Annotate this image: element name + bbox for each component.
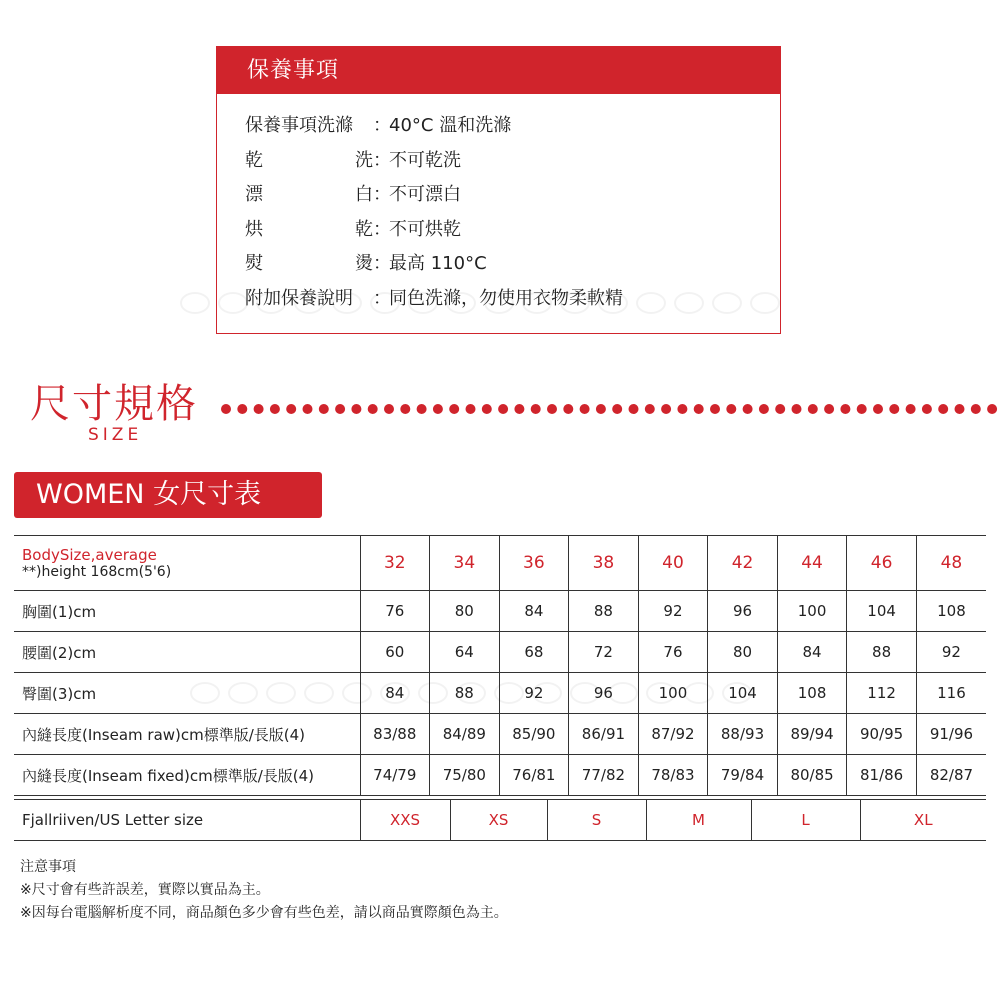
care-label <box>245 180 373 206</box>
notes <box>20 856 508 925</box>
table-cell: 80/85 <box>777 755 847 796</box>
size-header: 38 <box>569 536 639 591</box>
letter-size-table <box>14 799 986 841</box>
care-label-char: 乾 <box>245 149 263 171</box>
divider-dot <box>612 404 622 414</box>
divider-dot <box>449 404 459 414</box>
care-label <box>245 249 373 275</box>
divider-dot <box>596 404 606 414</box>
divider-dot <box>645 404 655 414</box>
table-cell: 74/79 <box>360 755 430 796</box>
table-cell: 89/94 <box>777 714 847 755</box>
divider-dot <box>857 404 867 414</box>
watermark-pattern <box>180 292 780 314</box>
care-label-char: 燙 <box>355 253 373 275</box>
table-cell: 64 <box>430 632 500 673</box>
care-label <box>245 111 373 137</box>
divider-dot <box>629 404 639 414</box>
care-value: 不可乾洗 <box>389 149 461 171</box>
divider-dot <box>873 404 883 414</box>
care-label-char: 乾 <box>355 218 373 240</box>
letter-size-cell: XL <box>860 800 986 841</box>
table-cell: 92 <box>916 632 986 673</box>
table-cell: 75/80 <box>430 755 500 796</box>
table-cell: 84/89 <box>430 714 500 755</box>
letter-size-cell: XS <box>450 800 547 841</box>
table-cell: 88 <box>847 632 917 673</box>
care-value: 40°C 溫和洗滌 <box>389 115 512 137</box>
table-cell: 88 <box>569 591 639 632</box>
table-row-waist <box>14 632 986 673</box>
dotted-divider <box>220 403 1000 415</box>
row-label: 內縫長度(Inseam raw)cm標準版/長版(4) <box>14 714 360 755</box>
table-header-label <box>14 536 360 591</box>
care-value: 同色洗滌，勿使用衣物柔軟精 <box>389 287 623 309</box>
divider-dot <box>531 404 541 414</box>
care-value: 最高 110°C <box>389 253 487 275</box>
table-cell: 88/93 <box>708 714 778 755</box>
table-cell: 80 <box>708 632 778 673</box>
divider-dot <box>498 404 508 414</box>
divider-dot <box>824 404 834 414</box>
table-cell: 76/81 <box>499 755 569 796</box>
table-cell: 112 <box>847 673 917 714</box>
size-table <box>14 535 986 796</box>
size-header: 48 <box>916 536 986 591</box>
care-colon: ： <box>373 115 391 137</box>
size-header: 46 <box>847 536 917 591</box>
care-label-char: 漂 <box>245 184 263 206</box>
divider-dot <box>254 404 264 414</box>
size-header: 40 <box>638 536 708 591</box>
table-cell: 104 <box>708 673 778 714</box>
divider-dot <box>351 404 361 414</box>
divider-dot <box>938 404 948 414</box>
size-header: 32 <box>360 536 430 591</box>
care-label-text: 附加保養說明 <box>245 287 353 309</box>
divider-dot <box>237 404 247 414</box>
table-cell: 79/84 <box>708 755 778 796</box>
table-header-row <box>14 536 986 591</box>
divider-dot <box>514 404 524 414</box>
table-cell: 86/91 <box>569 714 639 755</box>
table-cell: 76 <box>638 632 708 673</box>
divider-dot <box>368 404 378 414</box>
size-header: 42 <box>708 536 778 591</box>
notes-title: 注意事項 <box>20 859 76 875</box>
care-colon: ： <box>373 253 391 275</box>
table-cell: 72 <box>569 632 639 673</box>
table-cell: 83/88 <box>360 714 430 755</box>
row-label: Fjallriiven/US Letter size <box>14 800 360 841</box>
header-line-2: **)height 168cm(5'6) <box>22 564 172 580</box>
care-box <box>216 46 781 334</box>
divider-dot <box>303 404 313 414</box>
divider-dot <box>906 404 916 414</box>
divider-dot <box>955 404 965 414</box>
divider-dot <box>417 404 427 414</box>
row-label: 內縫長度(Inseam fixed)cm標準版/長版(4) <box>14 755 360 796</box>
divider-dot <box>889 404 899 414</box>
care-value: 不可烘乾 <box>389 218 461 240</box>
table-row-chest <box>14 591 986 632</box>
section-subtitle: SIZE <box>88 425 143 445</box>
table-cell: 91/96 <box>916 714 986 755</box>
care-row-iron <box>245 245 623 280</box>
size-header: 44 <box>777 536 847 591</box>
care-value: 不可漂白 <box>389 184 461 206</box>
table-cell: 85/90 <box>499 714 569 755</box>
table-cell: 77/82 <box>569 755 639 796</box>
care-label-text: 保養事項洗滌 <box>245 115 353 137</box>
table-cell: 108 <box>777 673 847 714</box>
divider-dot <box>677 404 687 414</box>
care-rows <box>245 107 623 314</box>
divider-dot <box>775 404 785 414</box>
row-label: 臀圍(3)cm <box>14 673 360 714</box>
care-label-char: 白 <box>355 184 373 206</box>
divider-dot <box>710 404 720 414</box>
divider-dot <box>743 404 753 414</box>
divider-dot <box>808 404 818 414</box>
table-cell: 96 <box>708 591 778 632</box>
divider-dot <box>400 404 410 414</box>
divider-dot <box>759 404 769 414</box>
divider-dot <box>286 404 296 414</box>
table-cell: 100 <box>638 673 708 714</box>
care-row-tumble-dry <box>245 211 623 246</box>
divider-dot <box>840 404 850 414</box>
letter-size-cell: L <box>751 800 860 841</box>
letter-size-row <box>14 800 986 841</box>
divider-dot <box>726 404 736 414</box>
care-label <box>245 146 373 172</box>
divider-dot <box>792 404 802 414</box>
divider-dot <box>694 404 704 414</box>
care-colon: ： <box>373 184 391 206</box>
care-colon: ： <box>373 218 391 240</box>
divider-dot <box>547 404 557 414</box>
care-title: 保養事項 <box>217 47 780 94</box>
size-header: 36 <box>499 536 569 591</box>
table-cell: 108 <box>916 591 986 632</box>
table-cell: 116 <box>916 673 986 714</box>
divider-dot <box>971 404 981 414</box>
table-cell: 90/95 <box>847 714 917 755</box>
table-cell: 92 <box>638 591 708 632</box>
divider-dot <box>987 404 997 414</box>
table-cell: 104 <box>847 591 917 632</box>
size-header: 34 <box>430 536 500 591</box>
care-row-wash <box>245 107 623 142</box>
table-row-inseam-raw <box>14 714 986 755</box>
table-cell: 68 <box>499 632 569 673</box>
table-cell: 84 <box>777 632 847 673</box>
divider-dot <box>221 404 231 414</box>
table-cell: 92 <box>499 673 569 714</box>
care-colon: ： <box>373 149 391 171</box>
table-cell: 76 <box>360 591 430 632</box>
table-cell: 87/92 <box>638 714 708 755</box>
divider-dot <box>482 404 492 414</box>
table-cell: 80 <box>430 591 500 632</box>
divider-dot <box>319 404 329 414</box>
header-line-1: BodySize,average <box>22 546 157 564</box>
care-row-dryclean <box>245 142 623 177</box>
divider-dot <box>922 404 932 414</box>
care-label-char: 熨 <box>245 253 263 275</box>
notes-line: ※尺寸會有些許誤差，實際以實品為主。 <box>20 882 270 898</box>
divider-dot <box>466 404 476 414</box>
row-label: 腰圍(2)cm <box>14 632 360 673</box>
table-row-inseam-fixed <box>14 755 986 796</box>
letter-size-cell: S <box>547 800 646 841</box>
table-cell: 78/83 <box>638 755 708 796</box>
care-label-char: 烘 <box>245 218 263 240</box>
table-row-hip <box>14 673 986 714</box>
table-cell: 96 <box>569 673 639 714</box>
divider-dot <box>661 404 671 414</box>
care-colon: ： <box>373 287 391 309</box>
divider-dot <box>335 404 345 414</box>
care-row-bleach <box>245 176 623 211</box>
table-cell: 60 <box>360 632 430 673</box>
table-cell: 81/86 <box>847 755 917 796</box>
divider-dot <box>270 404 280 414</box>
divider-dot <box>433 404 443 414</box>
divider-dot <box>384 404 394 414</box>
section-title: 尺寸規格 <box>30 381 198 427</box>
notes-line: ※因每台電腦解析度不同，商品顏色多少會有些色差，請以商品實際顏色為主。 <box>20 905 508 921</box>
table-cell: 88 <box>430 673 500 714</box>
women-size-chart-tag: WOMEN 女尺寸表 <box>14 472 322 518</box>
table-cell: 82/87 <box>916 755 986 796</box>
table-cell: 84 <box>499 591 569 632</box>
table-cell: 100 <box>777 591 847 632</box>
divider-dot <box>580 404 590 414</box>
table-cell: 84 <box>360 673 430 714</box>
divider-dot <box>563 404 573 414</box>
row-label: 胸圍(1)cm <box>14 591 360 632</box>
care-label-char: 洗 <box>355 149 373 171</box>
care-label <box>245 215 373 241</box>
letter-size-cell: XXS <box>360 800 450 841</box>
letter-size-cell: M <box>646 800 751 841</box>
